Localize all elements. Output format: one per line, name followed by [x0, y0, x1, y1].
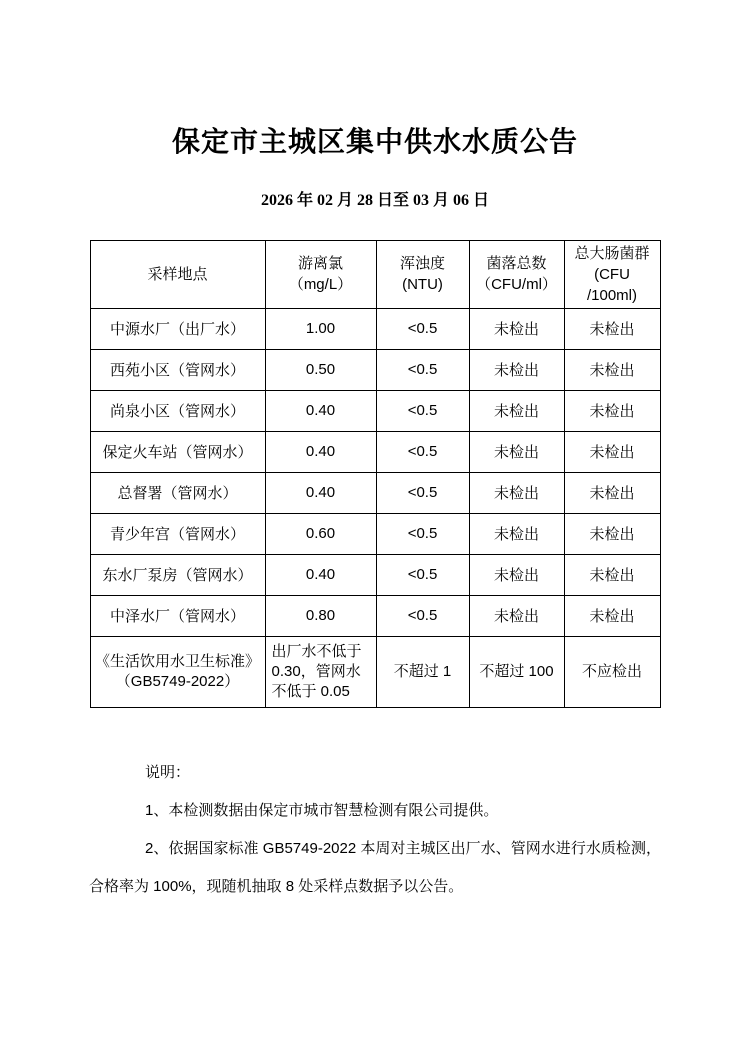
coliform-cell: 未检出 — [564, 390, 660, 431]
header-chlorine-unit: （mg/L） — [288, 276, 353, 294]
table-row — [90, 472, 660, 513]
chlorine-cell: 0.40 — [265, 390, 376, 431]
colony-cell: 未检出 — [469, 554, 564, 595]
standard-coliform-cell: 不应检出 — [564, 636, 660, 707]
header-location-label: 采样地点 — [147, 265, 208, 283]
header-turbidity-unit: (NTU) — [402, 276, 443, 294]
water-quality-table — [90, 240, 661, 708]
header-location — [90, 240, 265, 308]
colony-cell: 未检出 — [469, 308, 564, 349]
table-header — [90, 240, 660, 308]
colony-cell: 未检出 — [469, 513, 564, 554]
colony-cell: 未检出 — [469, 595, 564, 636]
header-coliform — [564, 240, 660, 308]
coliform-cell: 未检出 — [564, 595, 660, 636]
standard-name-cell — [90, 636, 265, 707]
table-row — [90, 554, 660, 595]
header-coliform-label: 总大肠菌群 — [574, 244, 650, 262]
header-coliform-unit: (CFU /100ml) — [586, 265, 638, 304]
location-cell: 总督署（管网水） — [90, 472, 265, 513]
colony-cell: 未检出 — [469, 472, 564, 513]
turbidity-cell: <0.5 — [376, 390, 469, 431]
location-cell: 尚泉小区（管网水） — [90, 390, 265, 431]
coliform-cell: 未检出 — [564, 472, 660, 513]
location-cell: 保定火车站（管网水） — [90, 431, 265, 472]
header-colony — [469, 240, 564, 308]
chlorine-cell: 0.40 — [265, 554, 376, 595]
standard-row — [90, 636, 660, 707]
header-chlorine — [265, 240, 376, 308]
table-row — [90, 308, 660, 349]
turbidity-cell: <0.5 — [376, 431, 469, 472]
coliform-cell: 未检出 — [564, 554, 660, 595]
note-item-2: 2、依据国家标准 GB5749-2022 本周对主城区出厂水、管网水进行水质检测，合格率为 100%，现随机抽取 8 处采样点数据予以公告。 — [89, 839, 661, 895]
standard-turbidity-cell: 不超过 1 — [376, 636, 469, 707]
chlorine-cell: 0.50 — [265, 349, 376, 390]
standard-name-line2: （GB5749-2022） — [115, 672, 240, 690]
turbidity-cell: <0.5 — [376, 595, 469, 636]
header-turbidity — [376, 240, 469, 308]
coliform-cell: 未检出 — [564, 431, 660, 472]
table-row — [90, 513, 660, 554]
chlorine-cell: 0.80 — [265, 595, 376, 636]
colony-cell: 未检出 — [469, 431, 564, 472]
table-row — [90, 431, 660, 472]
location-cell: 青少年宫（管网水） — [90, 513, 265, 554]
location-cell: 中源水厂（出厂水） — [90, 308, 265, 349]
coliform-cell: 未检出 — [564, 513, 660, 554]
coliform-cell: 未检出 — [564, 349, 660, 390]
header-row — [90, 240, 660, 308]
chlorine-cell: 0.60 — [265, 513, 376, 554]
turbidity-cell: <0.5 — [376, 308, 469, 349]
coliform-cell: 未检出 — [564, 308, 660, 349]
turbidity-cell: <0.5 — [376, 554, 469, 595]
table-row — [90, 349, 660, 390]
location-cell: 西苑小区（管网水） — [90, 349, 265, 390]
notes-section — [89, 754, 661, 906]
turbidity-cell: <0.5 — [376, 472, 469, 513]
table-row — [90, 390, 660, 431]
turbidity-cell: <0.5 — [376, 513, 469, 554]
header-colony-label: 菌落总数 — [486, 255, 547, 273]
notes-heading: 说明： — [145, 763, 191, 781]
colony-cell: 未检出 — [469, 390, 564, 431]
page-title: 保定市主城区集中供水水质公告 — [171, 127, 578, 158]
chlorine-cell: 0.40 — [265, 472, 376, 513]
standard-colony-cell: 不超过 100 — [469, 636, 564, 707]
chlorine-cell: 1.00 — [265, 308, 376, 349]
header-colony-unit: （CFU/ml） — [476, 276, 557, 294]
colony-cell: 未检出 — [469, 349, 564, 390]
turbidity-cell: <0.5 — [376, 349, 469, 390]
standard-name-line1: 《生活饮用水卫生标准》 — [94, 652, 260, 670]
date-range: 2026 年 02 月 28 日至 03 月 06 日 — [260, 191, 489, 209]
table-row — [90, 595, 660, 636]
note-item-1: 1、本检测数据由保定市城市智慧检测有限公司提供。 — [145, 801, 499, 819]
header-turbidity-label: 浑浊度 — [399, 255, 445, 273]
chlorine-cell: 0.40 — [265, 431, 376, 472]
standard-chlorine-cell: 出厂水不低于0.30，管网水不低于 0.05 — [265, 636, 376, 707]
location-cell: 东水厂泵房（管网水） — [90, 554, 265, 595]
location-cell: 中泽水厂（管网水） — [90, 595, 265, 636]
header-chlorine-label: 游离氯 — [297, 255, 343, 273]
